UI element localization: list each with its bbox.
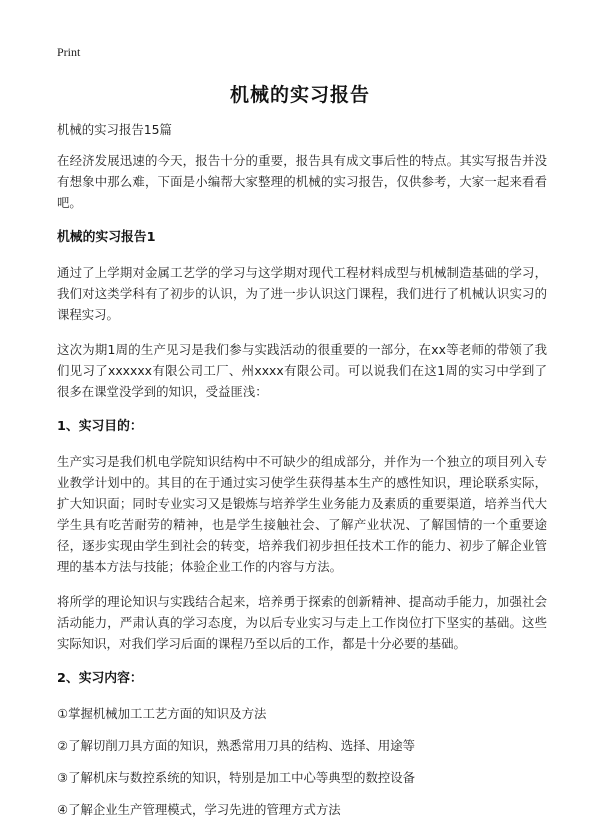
report-1-paragraph-1: 通过了上学期对金属工艺学的学习与这学期对现代工程材料成型与机械制造基础的学习，我们对这类学科有了初步的认识，为了进一步认识这门课程，我们进行了机械认识实习的课程实习。 (57, 265, 547, 322)
document-subtitle: 机械的实习报告15篇 (57, 122, 172, 137)
print-label: Print (57, 45, 81, 59)
section-heading-goal: 1、实习目的： (57, 419, 143, 434)
section-heading-report-1: 机械的实习报告1 (57, 230, 156, 245)
content-list-item-2: ②了解切削刀具方面的知识，熟悉常用刀具的结构、选择、用途等 (57, 738, 416, 753)
content-list-item-1: ①掌握机械加工工艺方面的知识及方法 (57, 706, 267, 721)
report-1-paragraph-2: 这次为期1周的生产见习是我们参与实践活动的很重要的一部分，在xx等老师的带领了我们见习了xxxxxx有限公司工厂、州xxxx有限公司。可以说我们在这1周的实习中学到了很多在课堂没学到的知识，受益匪浅： (57, 342, 547, 399)
section-heading-content: 2、实习内容： (57, 671, 143, 686)
goal-paragraph-1: 生产实习是我们机电学院知识结构中不可缺少的组成部分，并作为一个独立的项目列入专业教学计划中的。其目的在于通过实习使学生获得基本生产的感性知识，理论联系实际，扩大知识面；同时专业实习又是锻炼与培养学生业务能力及素质的重要渠道，培养当代大学生具有吃苦耐劳的精神，也是学生接触社会、了解产业状况、了解国情的一个重要途径，逐步实现由学生到社会的转变，培养我们初步担任技术工作的能力、初步了解企业管理的基本方法与技能；体验企业工作的内容与方法。 (57, 454, 547, 574)
intro-paragraph: 在经济发展迅速的今天，报告十分的重要，报告具有成文事后性的特点。其实写报告并没有想象中那么难，下面是小编帮大家整理的机械的实习报告，仅供参考，大家一起来看看吧。 (57, 153, 547, 210)
document-body (57, 119, 547, 831)
document-title: 机械的实习报告 (229, 84, 370, 106)
content-list-item-3: ③了解机床与数控系统的知识，特别是加工中心等典型的数控设备 (57, 770, 416, 785)
goal-paragraph-2: 将所学的理论知识与实践结合起来，培养勇于探索的创新精神、提高动手能力，加强社会活动能力，严肃认真的学习态度，为以后专业实习与走上工作岗位打下坚实的基础。这些实际知识，对我们学习后面的课程乃至以后的工作，都是十分必要的基础。 (57, 594, 547, 651)
content-list-item-4: ④了解企业生产管理模式，学习先进的管理方式方法 (57, 802, 341, 817)
